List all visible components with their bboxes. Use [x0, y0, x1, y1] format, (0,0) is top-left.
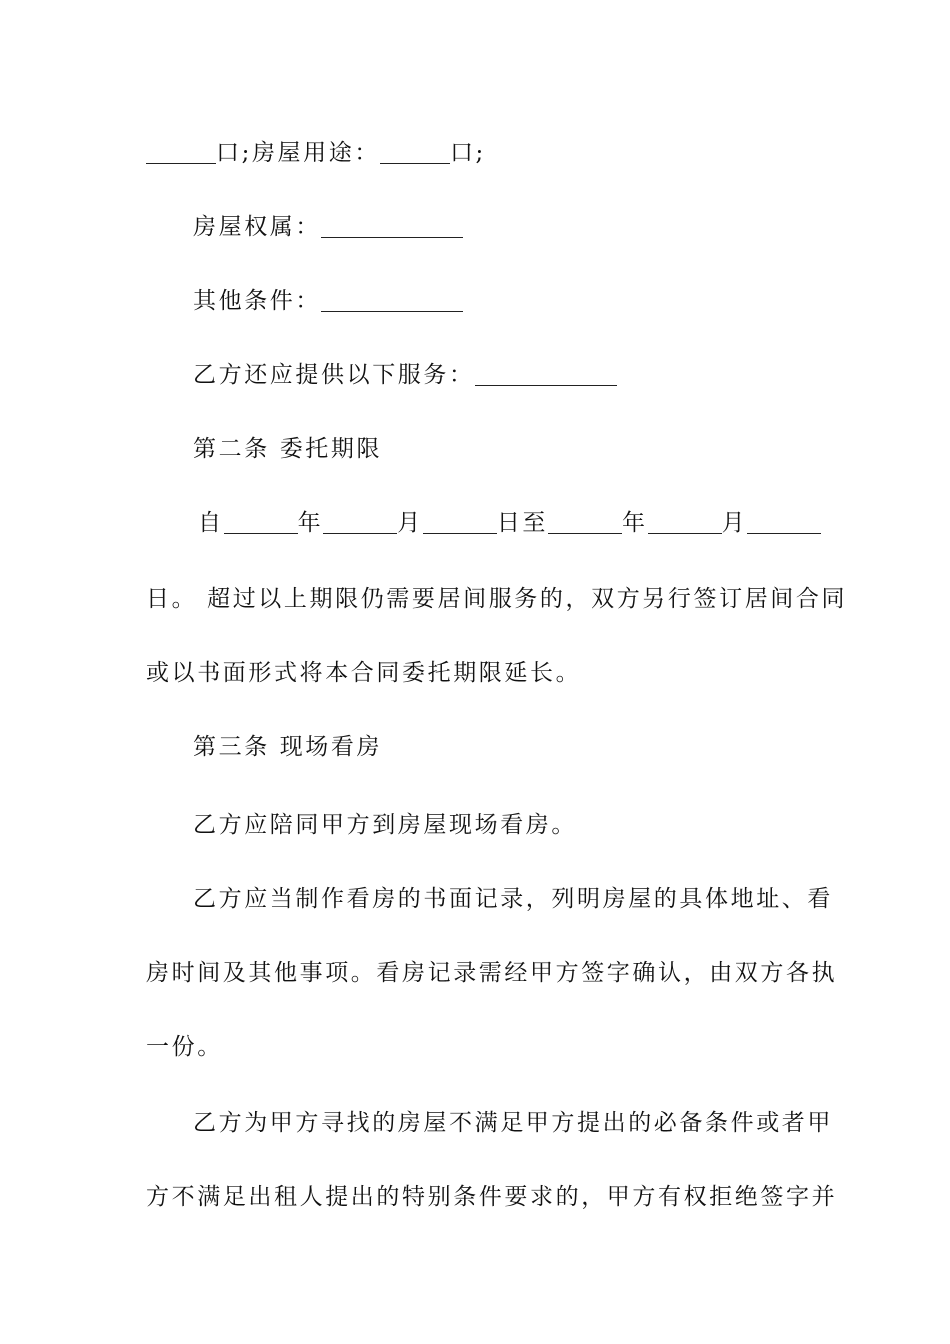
ownership-line	[193, 212, 805, 242]
paragraph-record-line-2: 房时间及其他事项。看房记录需经甲方签字确认，由双方各执	[146, 960, 838, 986]
paragraph-accompany: 乙方应陪同甲方到房屋现场看房。	[193, 812, 577, 838]
ownership-label: 房屋权属：	[193, 214, 321, 240]
paragraph-refuse-line-2: 方不满足出租人提出的特别条件要求的，甲方有权拒绝签字并	[146, 1184, 838, 1210]
blank-field	[321, 289, 463, 312]
usage-end: 口;	[449, 140, 486, 166]
period-day-to: 日至	[496, 510, 549, 536]
blank-field	[548, 511, 622, 534]
paragraph-record-line-3: 一份。	[146, 1034, 223, 1060]
blank-field	[475, 363, 617, 386]
period-line-3: 或以书面形式将本合同委托期限延长。	[146, 660, 582, 686]
usage-label: 口;房屋用途：	[216, 140, 380, 166]
blank-field	[323, 511, 397, 534]
blank-field	[747, 511, 821, 534]
services-line	[193, 360, 805, 390]
blank-field	[423, 511, 497, 534]
other-conditions-label: 其他条件：	[193, 288, 321, 314]
blank-field	[380, 141, 450, 164]
blank-field	[648, 511, 722, 534]
article-2-title: 第二条 委托期限	[193, 436, 383, 462]
period-year: 年	[297, 510, 324, 536]
period-year: 年	[622, 510, 648, 536]
blank-field	[321, 215, 463, 238]
paragraph-refuse-line-1: 乙方为甲方寻找的房屋不满足甲方提出的必备条件或者甲	[193, 1110, 833, 1136]
period-month: 月	[721, 510, 748, 536]
blank-field	[224, 511, 298, 534]
period-line-2: 日。 超过以上期限仍需要居间服务的，双方另行签订居间合同	[146, 586, 848, 612]
paragraph-record-line-1: 乙方应当制作看房的书面记录，列明房屋的具体地址、看	[193, 886, 833, 912]
usage-line	[146, 138, 806, 168]
blank-field	[146, 141, 216, 164]
other-conditions-line	[193, 286, 805, 316]
period-month: 月	[397, 510, 423, 536]
article-3-title: 第三条 现场看房	[193, 734, 383, 760]
period-line	[198, 508, 808, 538]
period-from: 自	[198, 510, 224, 536]
services-label: 乙方还应提供以下服务：	[193, 362, 475, 388]
